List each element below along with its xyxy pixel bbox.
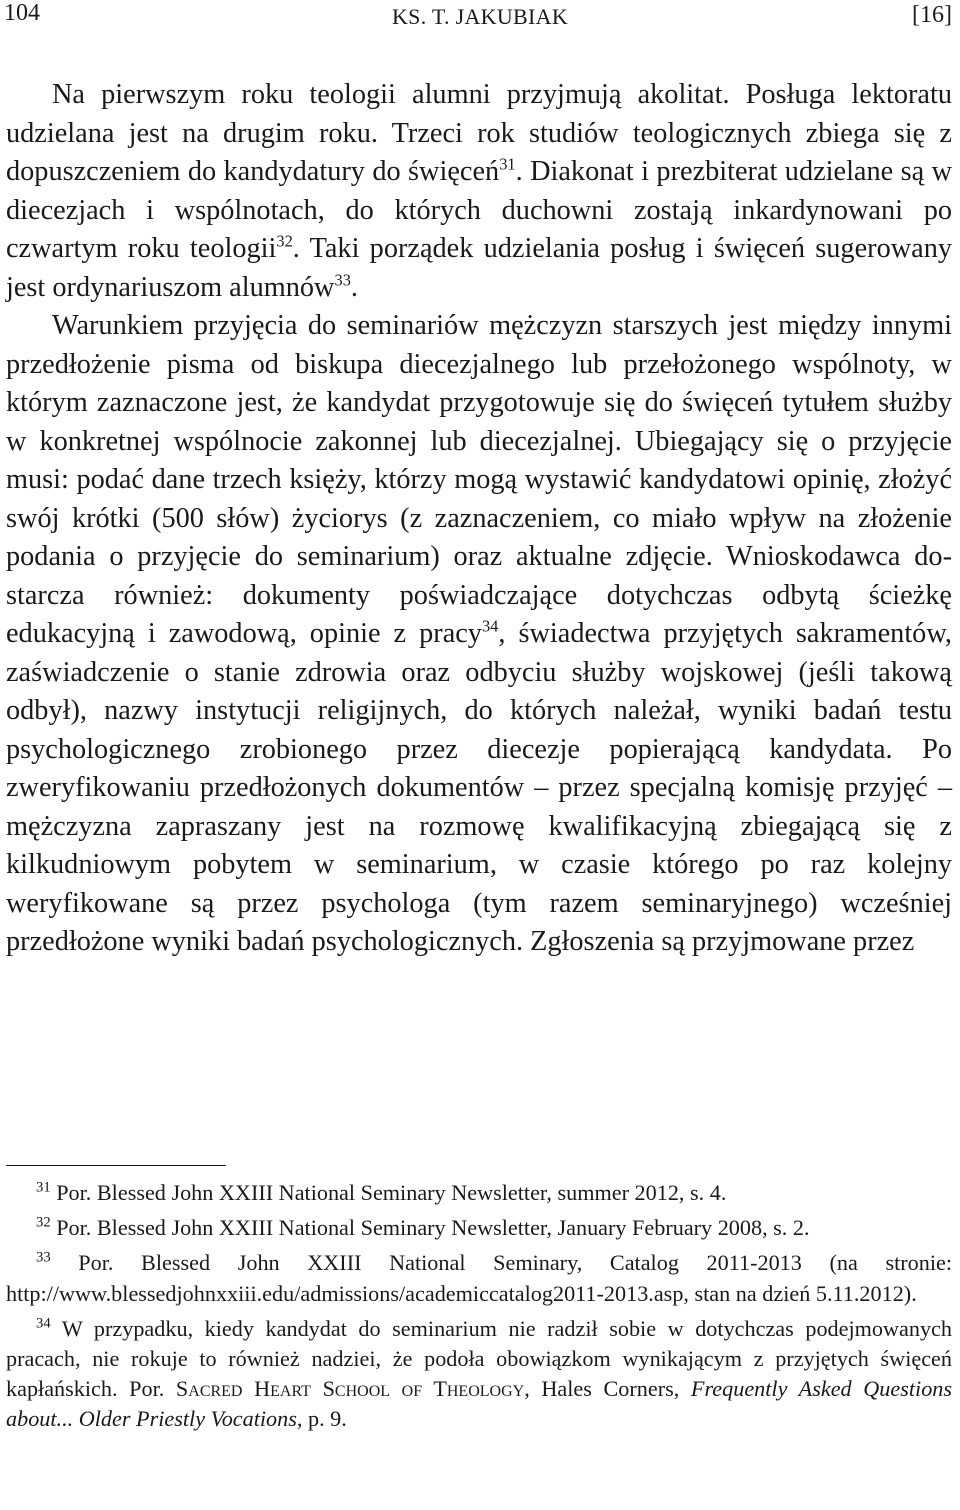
footnote-31 bbox=[6, 1178, 952, 1208]
footnote-ref-33: 33 bbox=[334, 270, 351, 290]
footnote-34 bbox=[6, 1314, 952, 1435]
footnote-separator bbox=[6, 1165, 226, 1166]
paragraph-1 bbox=[6, 76, 952, 307]
paragraph-2 bbox=[6, 307, 952, 962]
running-header bbox=[0, 0, 960, 34]
text-segment: . Taki porządek udzielania posług i święceń sugerowany jest ordynariuszom alumnów bbox=[6, 233, 953, 303]
footnote-32 bbox=[6, 1213, 952, 1243]
body-text bbox=[6, 76, 952, 962]
text-segment: Warunkiem przyjęcia do seminariów mężczyzn starszych jest między innymi przedłożenie pisma od biskupa diecezjalnego lub przełożonego wspólnoty, w którym zaznaczone jest, że kandydat przygotowuje się do święceń tytułem służby w konkretnej wspólnocie zakonnej lub diecezjalnej. Ubiegający się o przyjęcie musi: podać dane trzech księży, którzy mogą wystawić kandydatowi opinię, złożyć swój krótki (500 słów) życiorys (z zaznaczeniem, co miało wpływ na złożenie podania o przyjęcie do seminarium) oraz aktualne zdjęcie. Wnioskodawca dostarcza również: dokumenty poświadczające dotychczas odbytą ścieżkę edukacyjną i zawodową, opinie z pracy bbox=[6, 310, 952, 649]
page-number: 104 bbox=[4, 0, 40, 26]
footnotes bbox=[6, 1178, 952, 1440]
footnote-text: Por. Blessed John XXIII National Seminary Newsletter, January February 2008, s. 2. bbox=[56, 1215, 810, 1241]
footnote-text: Por. Blessed John XXIII National Seminary, Catalog 2011-2013 (na stronie: http://www.blessedjohnxxiii.edu/admissions/academiccatalog2011-2013.asp, stan na dzień 5.11.2012). bbox=[6, 1250, 953, 1306]
running-title-author: KS. T. JAKUBIAK bbox=[391, 4, 569, 29]
footnote-cited-title: Frequently Asked Questions about... Older Priestly Vocations bbox=[6, 1376, 953, 1432]
footnote-number: 34 bbox=[36, 1315, 51, 1332]
section-number: [16] bbox=[912, 2, 952, 28]
text-segment: , świadectwa przyjętych sakramentów, zaświadczenie o stanie zdrowia oraz odbyciu służby wojskowej (jeśli takową odbył), nazwy instytucji religijnych, do których należał, wyniki badań testu psychologicznego zrobionego przez diecezje popierającą kandydata. Po zweryfikowaniu przedłożonych dokumentów – przez specjalną komisję przyjęć – mężczyzna zapraszany jest na rozmowę kwalifikacyjną zbiegającą się z kilkudniowym pobytem w seminarium, w czasie którego po raz kolejny weryfikowane są przez psychologa (tym razem seminaryjnego) wcześniej przedłożone wyniki badań psychologicznych. Zgłoszenia są przyjmowane przez bbox=[6, 618, 952, 957]
footnote-institution: Sacred Heart School of Theology bbox=[175, 1376, 525, 1402]
text-segment: . bbox=[350, 271, 358, 303]
footnote-33 bbox=[6, 1248, 952, 1308]
footnote-number: 31 bbox=[36, 1179, 51, 1196]
footnote-ref-34: 34 bbox=[481, 616, 499, 636]
footnote-ref-32: 32 bbox=[276, 231, 293, 251]
footnote-text: , Hales Corners, bbox=[524, 1376, 691, 1402]
footnote-text: Por. Blessed John XXIII National Seminary Newsletter, summer 2012, s. 4. bbox=[56, 1180, 727, 1205]
footnote-ref-31: 31 bbox=[499, 154, 516, 174]
footnote-text: W przypadku, kiedy kandydat do seminarium nie radził sobie w dotychczas podejmowanych pracach, nie rokuje to również nadziei, że podoła obowiązkom wynikającym z przyjętych święceń kapłańskich. Por. bbox=[6, 1315, 952, 1402]
footnote-number: 33 bbox=[36, 1250, 51, 1267]
footnote-number: 32 bbox=[36, 1214, 51, 1231]
text-segment: . Diakonat i prezbiterat udzielane są w diecezjach i wspólnotach, do których duchowni zostają inkardynowani po czwartym roku teologii bbox=[6, 156, 952, 264]
footnote-text: , p. 9. bbox=[296, 1406, 347, 1432]
text-segment: Na pierwszym roku teologii alumni przyjmują akolitat. Posługa lektoratu udzielana jest na drugim roku. Trzeci rok studiów teologicznych zbiega się z dopuszczeniem do kandydatury do święceń bbox=[6, 79, 952, 187]
